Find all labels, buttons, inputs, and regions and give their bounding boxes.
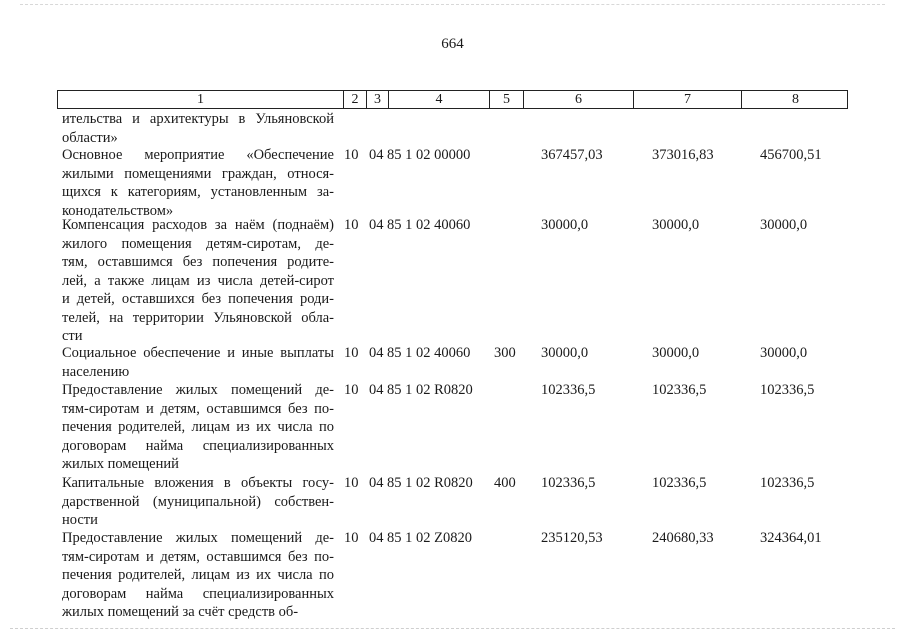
description-line: жилыми помещениями граждан, относя- (62, 165, 334, 182)
header-col-7: 7 (633, 91, 741, 108)
description-line: Предоставление жилых помещений де- (62, 382, 334, 398)
row-col-8: 324364,01 (760, 530, 822, 546)
description-line: тям, оставшимся без попечения родите- (62, 254, 334, 270)
row-col-7: 30000,0 (652, 345, 700, 361)
row-col-6: 367457,03 (541, 147, 603, 163)
page-number: 664 (441, 36, 464, 52)
row-col-5: 300 (494, 345, 516, 361)
description-line: населению (62, 363, 130, 380)
description-line: сти (62, 328, 83, 344)
row-col-8: 456700,51 (760, 147, 822, 163)
row-col-4: 85 1 02 40060 (387, 345, 471, 361)
description-line: телей, на территории Ульяновской обла- (62, 309, 334, 326)
row-col-7: 102336,5 (652, 382, 707, 398)
row-description (62, 146, 334, 220)
row-col-3: 04 (369, 147, 384, 163)
description-line: Компенсация расходов за наём (поднаём) (62, 217, 334, 233)
header-col-3: 3 (366, 91, 388, 108)
row-col-7: 102336,5 (652, 475, 707, 491)
description-line: ности (62, 512, 98, 528)
description-line: тям-сиротам и детям, оставшимся без по- (62, 548, 334, 565)
row-col-4: 85 1 02 00000 (387, 147, 471, 163)
row-description (62, 529, 334, 622)
description-line: жилого помещения детям-сиротам, де- (62, 235, 334, 252)
description-line: Предоставление жилых помещений де- (62, 530, 334, 546)
header-col-4: 4 (388, 91, 489, 108)
row-description (62, 344, 334, 381)
table-header-row (57, 90, 848, 109)
description-line: области» (62, 129, 118, 146)
row-col-4: 85 1 02 R0820 (387, 382, 473, 398)
description-line: дарственной (муниципальной) собствен- (62, 493, 334, 510)
row-col-6: 30000,0 (541, 217, 589, 233)
row-col-3: 04 (369, 530, 384, 546)
row-col-6: 30000,0 (541, 345, 589, 361)
row-col-4: 85 1 02 R0820 (387, 475, 473, 491)
row-col-8: 30000,0 (760, 345, 808, 361)
budget-table (57, 90, 848, 620)
row-col-8: 30000,0 (760, 217, 808, 233)
row-col-2: 10 (344, 217, 359, 233)
scan-artifact-bottom (10, 628, 895, 630)
row-description (62, 216, 334, 346)
description-line: Социальное обеспечение и иные выплаты (62, 345, 334, 361)
scan-artifact-top (20, 4, 885, 6)
row-col-3: 04 (369, 475, 384, 491)
row-description (62, 381, 334, 474)
header-col-6: 6 (523, 91, 633, 108)
row-col-2: 10 (344, 345, 359, 361)
description-line: договорам найма специализированных (62, 585, 334, 602)
description-line: печения родителей, лицам из их числа по (62, 419, 334, 435)
description-line: тям-сиротам и детям, оставшимся без по- (62, 400, 334, 417)
row-col-2: 10 (344, 147, 359, 163)
row-description (62, 474, 334, 530)
description-line: щихся к категориям, установленным за- (62, 184, 334, 200)
description-line: и детей, оставшихся без попечения роди- (62, 291, 334, 307)
row-col-8: 102336,5 (760, 382, 815, 398)
description-line: конодательством» (62, 202, 174, 219)
row-col-6: 235120,53 (541, 530, 603, 546)
row-col-3: 04 (369, 382, 384, 398)
row-col-7: 373016,83 (652, 147, 714, 163)
row-col-6: 102336,5 (541, 382, 596, 398)
description-line: жилых помещений за счёт средств об- (62, 604, 299, 620)
header-col-2: 2 (343, 91, 366, 108)
row-col-5: 400 (494, 475, 516, 491)
row-col-8: 102336,5 (760, 475, 815, 491)
row-description (62, 110, 334, 147)
row-col-3: 04 (369, 345, 384, 361)
row-col-6: 102336,5 (541, 475, 596, 491)
description-line: Капитальные вложения в объекты госу- (62, 475, 334, 491)
description-line: лей, а также лицам из числа детей-сирот (62, 272, 334, 289)
description-line: жилых помещений (62, 456, 179, 472)
row-col-7: 30000,0 (652, 217, 700, 233)
row-col-2: 10 (344, 475, 359, 491)
header-col-5: 5 (489, 91, 523, 108)
row-col-4: 85 1 02 Z0820 (387, 530, 472, 546)
description-line: печения родителей, лицам из их числа по (62, 567, 334, 583)
row-col-3: 04 (369, 217, 384, 233)
row-col-7: 240680,33 (652, 530, 714, 546)
row-col-2: 10 (344, 382, 359, 398)
description-line: ительства и архитектуры в Ульяновской (62, 111, 334, 127)
row-col-4: 85 1 02 40060 (387, 217, 471, 233)
header-col-8: 8 (741, 91, 849, 108)
row-col-2: 10 (344, 530, 359, 546)
description-line: договорам найма специализированных (62, 437, 334, 454)
header-col-1: 1 (197, 92, 204, 107)
description-line: Основное мероприятие «Обеспечение (62, 147, 334, 163)
